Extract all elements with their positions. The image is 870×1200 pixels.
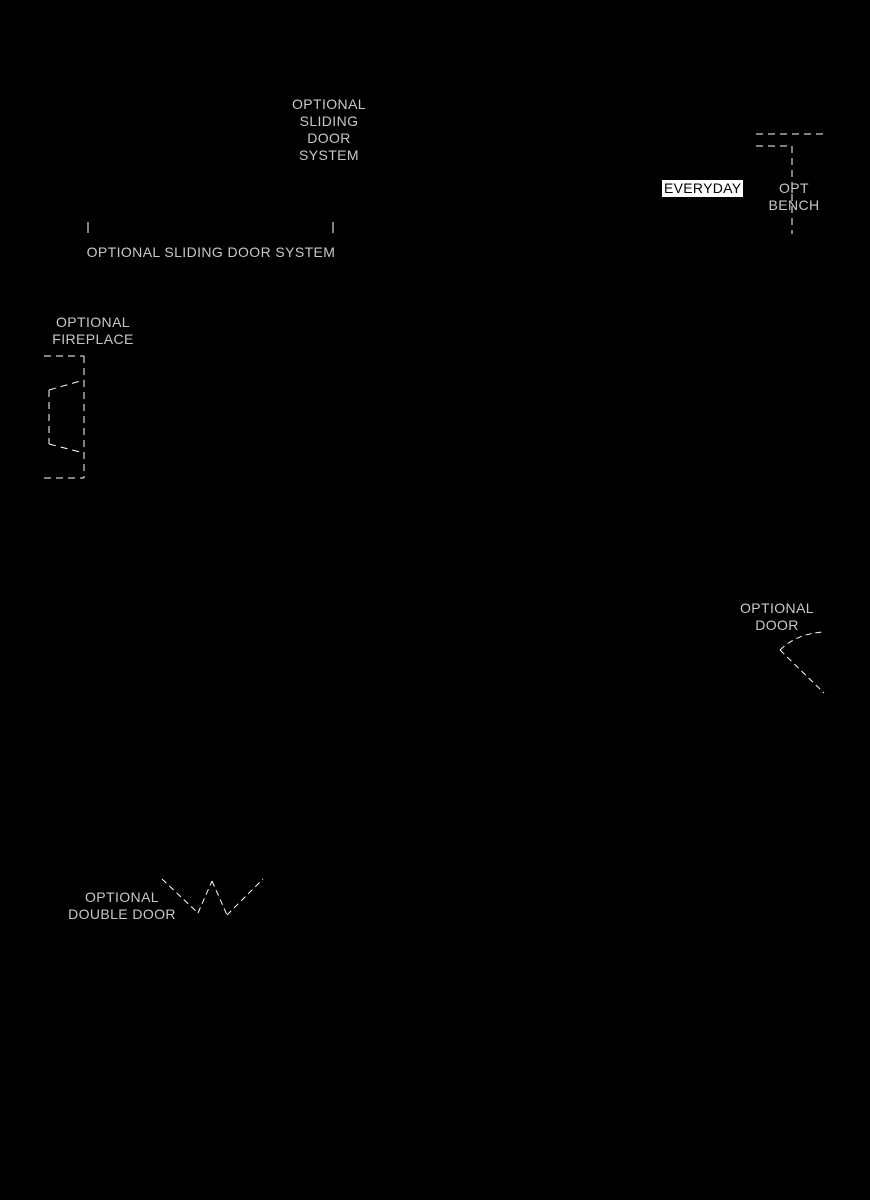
- sliding-door-top-line-4: SYSTEM: [299, 147, 359, 163]
- sliding-door-top-label: [282, 96, 376, 164]
- double-door-line-1: OPTIONAL: [85, 889, 159, 905]
- sliding-door-top-line-1: OPTIONAL: [292, 96, 366, 112]
- everyday-tag: EVERYDAY: [664, 180, 742, 196]
- opt-bench-line-2: BENCH: [768, 197, 820, 213]
- opt-bench-line-1: OPT: [779, 180, 809, 196]
- optional-door-swing: [780, 632, 824, 693]
- fireplace-outline: [44, 356, 84, 478]
- fireplace-line-1: OPTIONAL: [56, 314, 130, 330]
- double-door-label: [58, 889, 186, 923]
- sliding-door-top-line-2: SLIDING: [299, 113, 359, 129]
- optional-door-label: [730, 600, 824, 634]
- double-door-line-2: DOUBLE DOOR: [68, 906, 176, 922]
- fireplace-label: [44, 314, 142, 348]
- opt-bench-label: [758, 180, 830, 214]
- optional-door-line-1: OPTIONAL: [740, 600, 814, 616]
- fireplace-line-2: FIREPLACE: [52, 331, 134, 347]
- sliding-door-top-line-3: DOOR: [307, 130, 351, 146]
- sliding-door-system-label: OPTIONAL SLIDING DOOR SYSTEM: [86, 244, 336, 260]
- optional-door-line-2: DOOR: [755, 617, 799, 633]
